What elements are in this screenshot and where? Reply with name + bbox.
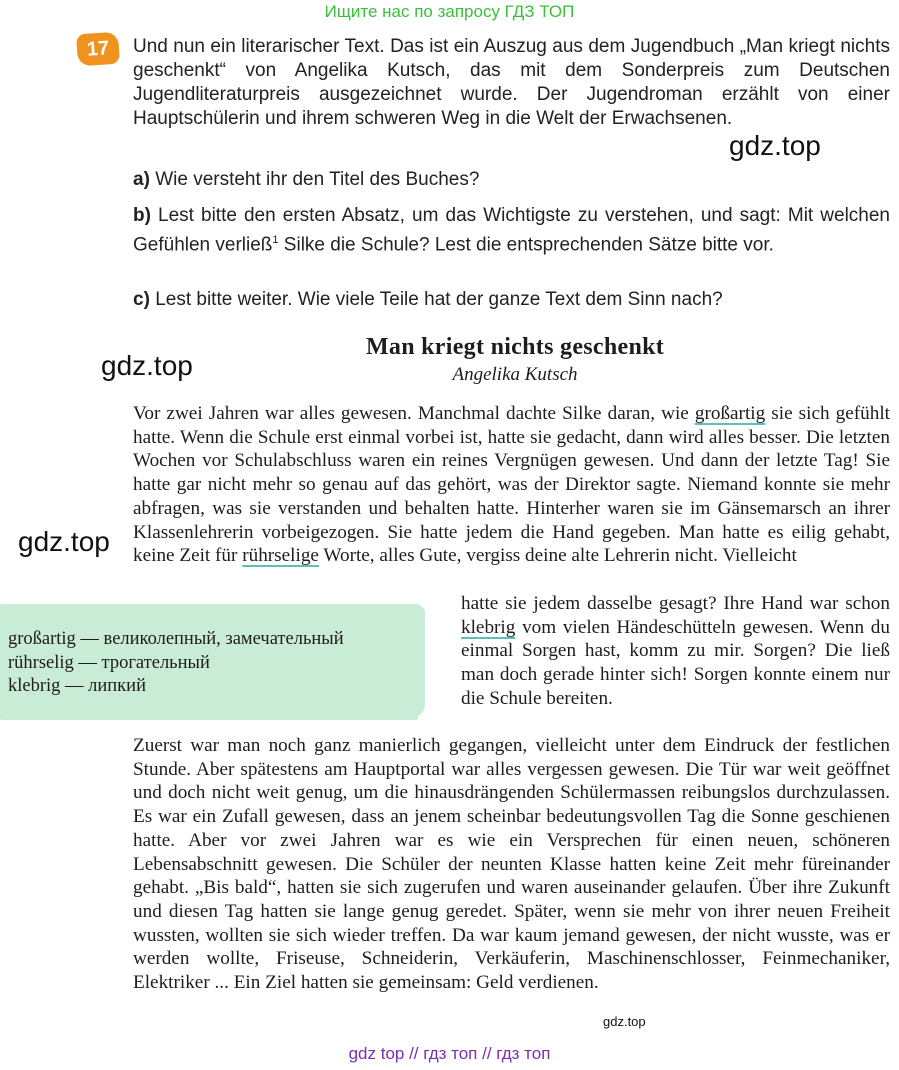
vocab-word-grossartig: großartig (694, 403, 766, 424)
task-c (133, 288, 890, 312)
text-run: Worte, alles Gute, vergiss deine alte Lehrerin nicht. Vielleicht (318, 545, 797, 567)
glossary (8, 628, 344, 699)
watermark: gdz.top (18, 526, 110, 557)
text-run: sie sich gefühlt hatte. Wenn die Schule erst einmal vorbei ist, hatte sie gedacht, dann wird alles besser. Die letzten Wochen vor Schulabschluss waren ein reines Vergnügen gewesen. Und dann der letzte Tag! Sie hatte gar nicht mehr so genau auf das gehört, was der Direktor sagte. Niemand konnte sie mehr abfragen, was sie verstanden und behalten hatte. Hinterher waren sie im Gänsemarsch an ihrer Klassenlehrerin vorbeigezogen. Sie hatte jedem die Hand gegeben. Man hatte es eilig gehabt, keine Zeit für (133, 403, 890, 567)
vocab-word-klebrig: klebrig (461, 616, 516, 638)
task-a-text: Wie versteht ihr den Titel des Buches? (155, 169, 480, 190)
glossary-entry: großartig — великолепный, замечательный (8, 629, 344, 649)
vocab-word-ruehrselig: rührselige (242, 545, 319, 567)
text-run: vom vielen Händeschütteln gewesen. Wenn du einmal Sorgen hast, komm zu mir. Sorgen? Die ließ man doch gerade hinter sich! Sorgen konnte einem nur die Schule bereiten. (461, 616, 890, 709)
text-run: hatte sie jedem dasselbe gesagt? Ihre Hand war schon (461, 593, 890, 614)
task-b-label: b) (133, 205, 151, 226)
glossary-entry: rührselig — трогательный (8, 652, 210, 673)
story-title: Man kriegt nichts geschenkt (365, 334, 665, 360)
glossary-box-edge (0, 716, 418, 720)
task-b (133, 204, 890, 257)
story-author: Angelika Kutsch (452, 364, 578, 385)
glossary-entry: klebrig — липкий (8, 676, 146, 696)
text-run: Vor zwei Jahren war alles gewesen. Manchmal dachte Silke daran, wie (133, 403, 695, 424)
task-c-text: Lest bitte weiter. Wie viele Teile hat der ganze Text dem Sinn nach? (155, 289, 723, 310)
task-b-text-1: Lest bitte den ersten Absatz, um das Wichtigste zu verstehen, und sagt: Mit welchen Gefühlen verließ (133, 205, 890, 256)
task-a (133, 168, 890, 192)
top-banner: Ищите нас по запросу ГДЗ ТОП (324, 2, 575, 21)
footnote-marker: 1 (272, 234, 279, 246)
exercise-intro: Und nun ein literarischer Text. Das ist ein Auszug aus dem Jugendbuch „Man kriegt nichts geschenkt“ von Angelika Kutsch, das mit dem Sonderpreis zum Deutschen Jugendliteraturpreis ausgezeichnet wurde. Der Jugendroman erzählt von einer Hauptschülerin und ihrem schweren Weg in die Welt der Erwachsenen. (133, 36, 890, 129)
exercise-number-badge: 17 (76, 32, 120, 67)
watermark: gdz.top (603, 1014, 646, 1029)
story-paragraph-2: Zuerst war man noch ganz manierlich gegangen, vielleicht unter dem Eindruck der festlichen Stunde. Aber spätestens am Hauptportal war alles vergessen gewesen. Die Tür war weit geöffnet und doch nicht weit genug, um die hinausdrängenden Schülermassen reibungslos durchzulassen. Es war ein Zufall gewesen, dass an jenem scheinbar bedeutungsvollen Tag die Sonne geschienen hatte. Aber vor zwei Jahren war es wie ein Versprechen für einen neuen, schöneren Lebensabschnitt gewesen. Die Schüler der neunten Klasse hatten keine Zeit mehr füreinander gehabt. „Bis bald“, hatten sie sich zugerufen und waren auseinander gelaufen. Über ihre Zukunft und diesen Tag hatten sie lange genug geredet. Später, wenn sie mehr von ihrer neuen Freiheit wussten, wollten sie sich wieder treffen. Da war kaum jemand gewesen, der nicht wusste, was er werden wollte, Friseuse, Schneiderin, Verkäuferin, Maschinenschlosser, Feinmechaniker, Elektriker ... Ein Ziel hatten sie gemeinsam: Geld verdienen. (133, 735, 890, 994)
watermark: gdz.top (729, 130, 821, 161)
watermark: gdz.top (101, 350, 193, 381)
task-b-text-2: Silke die Schule? Lest die entsprechenden Sätze bitte vor. (278, 234, 774, 256)
story-paragraph-1 (133, 402, 890, 568)
story-paragraph-1-continued (461, 592, 890, 711)
task-c-label: c) (133, 289, 150, 310)
bottom-banner: gdz top // гдз топ // гдз топ (348, 1044, 551, 1063)
task-a-label: a) (133, 169, 150, 190)
